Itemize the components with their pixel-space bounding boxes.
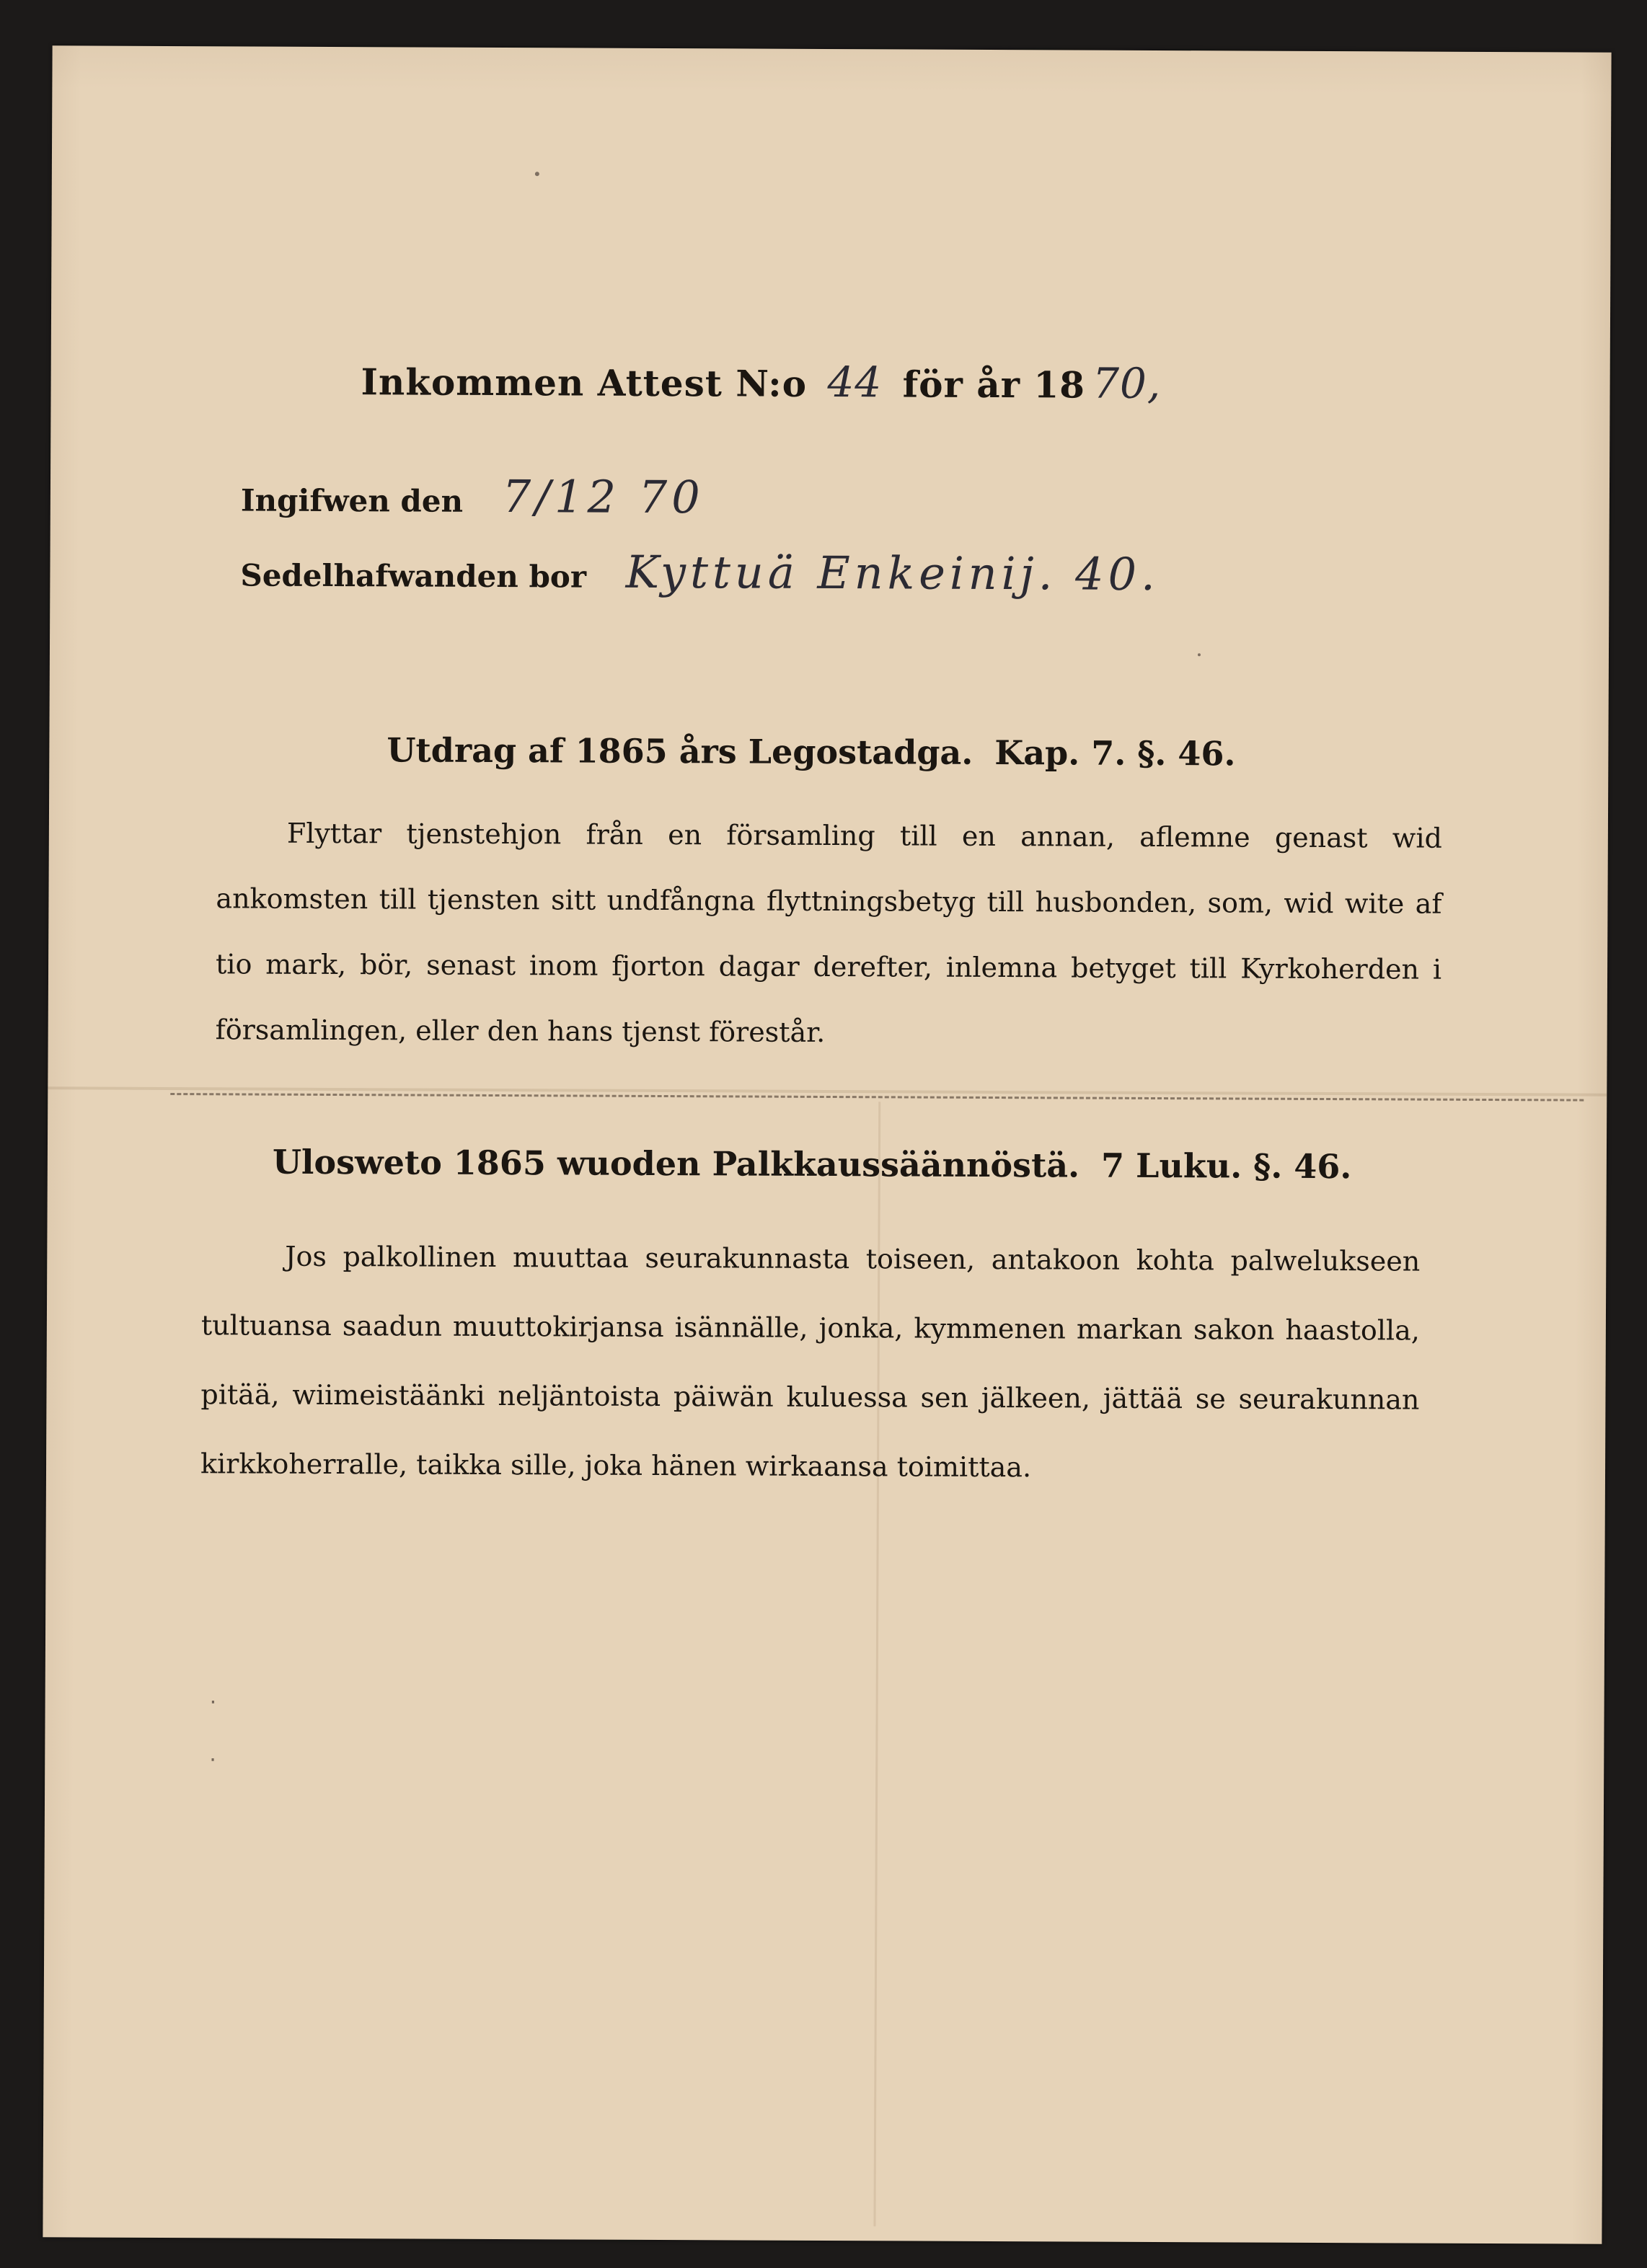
finnish-heading-text: Ulosweto 1865 wuoden Palkkaussäännöstä. [272,1142,1080,1185]
ink-spot-mark: · [209,1690,217,1716]
received-date-value: 7/12 70 [502,470,705,524]
title-mid: för år 18 [902,363,1086,407]
attest-number: 44 [827,357,883,407]
year-suffix: 70, [1092,358,1162,409]
title-prefix: Inkommen Attest N:o [361,360,808,405]
received-label: Ingifwen den [240,482,464,519]
paper-speck [1198,653,1201,656]
ink-spot-mark: · [209,1747,216,1773]
residence-field [240,544,1160,601]
swedish-heading-text: Utdrag af 1865 års Legostadga. [387,730,973,772]
finnish-reference: 7 Luku. §. 46. [1100,1146,1352,1187]
document-sheet [43,45,1611,2243]
paper-speck [535,172,539,176]
swedish-section-heading [387,730,1235,773]
finnish-statute-text: Jos palkollinen muuttaa seurakunnasta toiseen, antakoon kohta palwelukseen tultuansa saadun muuttokirjansa isännälle, jonka, kymmenen markan sakon haastolla, pitää, wiimeistäänki neljäntoista päiwän kuluessa sen jälkeen, jättää se seurakunnan kirkkoherralle, taikka sille, joka hänen wirkaansa toimittaa. [200,1240,1421,1484]
finnish-section-heading [273,1143,1352,1187]
attest-title [361,355,1298,409]
received-date-field [241,469,705,523]
swedish-reference: Kap. 7. §. 46. [994,733,1236,774]
swedish-statute-text: Flyttar tjenstehjon från en församling till en annan, aflemne genast wid ankomsten till tjensten sitt undfångna flyttningsbetyg till husbonden, som, wid wite af tio mark, bör, senast inom fjorton dagar derefter, inlemna betyget till Kyrkoherden i församlingen, eller den hans tjenst förestår. [215,817,1442,1048]
resides-value: Kyttuä Enkeinij. 40. [625,545,1160,601]
resides-label: Sedelhafwanden bor [240,557,587,595]
